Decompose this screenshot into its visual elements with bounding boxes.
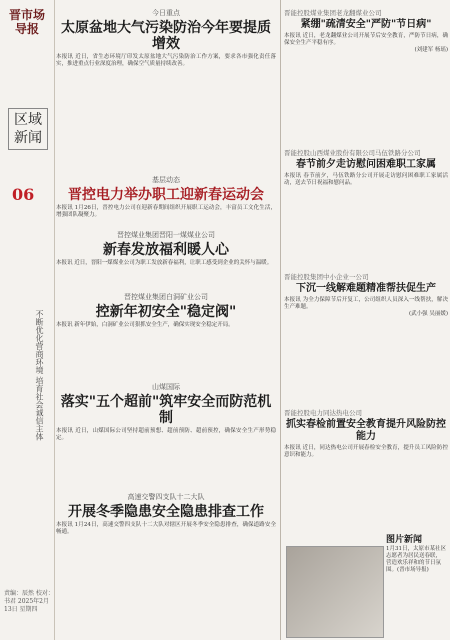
article-body: 本报讯 1月24日，高速交警四支队十二大队对辖区开展冬季安全隐患排查，确保道路安全畅通。 [56, 522, 276, 535]
article-body: 本报讯 1月26日，晋控电力公司在迎新春期间组织开展职工运动会，丰富员工文化生活，增强团队凝聚力。 [56, 205, 276, 218]
masthead: 晋市场导报 [8, 8, 45, 36]
article-body: 本报讯 为全力保障节后开复工，公司组织人员深入一线帮扶，解决生产难题。 [284, 297, 448, 310]
article-body: 本报讯 近日，老龙翻煤业公司开展节后安全教育，严防节日病，确保安全生产平稳有序。 [284, 33, 448, 46]
right-column [284, 0, 448, 640]
footer-info: 责编：辰然 校对：书君 2025年2月13日 星期四 [4, 590, 54, 613]
article-1 [56, 175, 276, 219]
article-kicker: 晋能控股集团中小企业一公司 [284, 273, 369, 281]
page-number: 06 [12, 185, 35, 204]
news-photo [286, 546, 384, 638]
article-body: 本报讯 近日，山煤国际公司坚持超前预想、超前预防、超前预控，确保安全生产形势稳定。 [56, 428, 276, 441]
photo-caption: 1月31日，太原市某社区志愿者为居民送春联，营造欢乐祥和的节日氛围。(晋市场导报) [386, 546, 446, 573]
byline: (刘建军 杨瑶) [414, 47, 448, 53]
right-article-2 [284, 272, 448, 318]
article-4 [56, 382, 276, 442]
article-headline: 新春发放福利暖人心 [103, 242, 229, 258]
left-rail [0, 0, 55, 640]
article-headline: 春节前夕走访慰问困难职工家属 [296, 159, 436, 170]
article-headline: 晋控电力举办职工迎新春运动会 [68, 187, 264, 203]
article-body: 本报讯 近日，省生态环境厅印发太原盆地大气污染防治工作方案，要求各市强化责任落实，推进重点行业深度治理，确保空气质量持续改善。 [56, 54, 276, 67]
article-headline: 抓实春检前置安全教育提升风险防控能力 [286, 419, 446, 442]
section-title: 区域新闻 [8, 108, 48, 150]
article-headline: 落实"五个超前"筑牢安全而防范机制 [60, 394, 272, 426]
right-article-3 [284, 408, 448, 459]
photo-news-label: 图片新闻 [386, 535, 423, 545]
article-body: 本报讯 春节前夕，马伍铁路分公司开展走访慰问困难职工家属活动，送去节日祝福和慰问品。 [284, 173, 448, 186]
article-0 [56, 8, 276, 68]
article-body: 本报讯 新年伊始，白洞矿业公司狠抓安全生产，确保实现安全稳定开局。 [56, 322, 234, 328]
byline: (武小强 吴丽媛) [408, 311, 448, 317]
article-headline: 太原盆地大气污染防治今年要提质增效 [61, 20, 271, 52]
article-body: 本报讯 近日，同达热电公司开展春检安全教育，提升员工风险防控意识和能力。 [284, 445, 448, 458]
slogan: 不断优化营商环境 培育社会诚信主体 [35, 310, 44, 441]
main-column [56, 0, 276, 640]
article-kicker: 晋控煤业集团晋阳一煤煤业公司 [117, 231, 215, 239]
article-headline: 开展冬季隐患安全隐患排查工作 [68, 504, 264, 520]
article-kicker: 晋能控股山西煤业股份有限公司马伍铁路分公司 [284, 149, 421, 157]
right-article-0 [284, 8, 448, 54]
article-kicker: 高速交警四支队十二大队 [127, 493, 205, 501]
article-3 [56, 292, 276, 329]
article-kicker: 晋控煤业集团白洞矿业公司 [124, 293, 208, 301]
article-2 [56, 230, 276, 267]
article-headline: 控新年初安全"稳定阀" [95, 304, 237, 320]
article-headline: 紧绷"疏清安全"严防"节日病" [300, 19, 432, 30]
article-body: 本报讯 近日，晋阳一煤煤业公司为职工发放新春福利，让职工感受到企业的关怀与温暖。 [56, 260, 273, 266]
article-kicker: 今日重点 [152, 9, 180, 17]
article-kicker: 晋能控股煤业集团老龙翻煤业公司 [284, 9, 382, 17]
article-kicker: 基层动态 [152, 176, 180, 184]
article-kicker: 晋能控股电力同达热电公司 [284, 409, 362, 417]
column-divider [280, 0, 281, 640]
article-kicker: 山煤国际 [152, 383, 180, 391]
right-article-1 [284, 148, 448, 187]
article-headline: 下沉一线解难题精准帮扶促生产 [296, 283, 436, 294]
article-5 [56, 492, 276, 536]
